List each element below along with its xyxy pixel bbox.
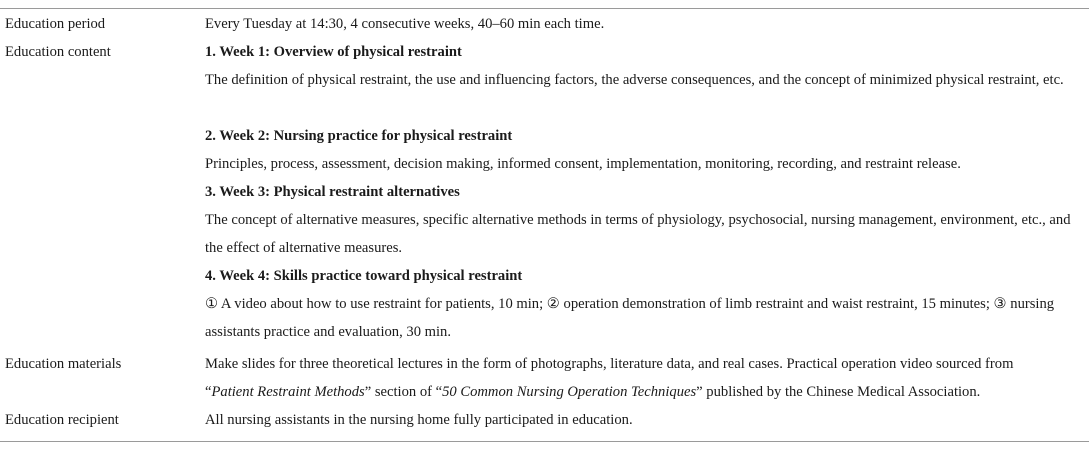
row-label-period: Education period [5, 16, 106, 32]
row-value-materials [205, 350, 1080, 406]
week-1-text: The definition of physical restraint, the use and influencing factors, the adverse consequences, and the concept of minimized physical restraint, etc. [205, 72, 1064, 88]
row-label-recipient: Education recipient [5, 412, 119, 428]
week-2-text: Principles, process, assessment, decision making, informed consent, implementation, monitoring, recording, and restraint release. [205, 156, 961, 172]
table-bottom-rule [0, 441, 1089, 442]
week-3-heading: 3. Week 3: Physical restraint alternatives [205, 184, 460, 200]
materials-mid: ” section of “ [364, 384, 443, 400]
week-1-heading: 1. Week 1: Overview of physical restraint [205, 44, 462, 60]
materials-quote-open: “ [205, 384, 212, 400]
week-4-text: ① A video about how to use restraint for patients, 10 min; ② operation demonstration of limb restraint and waist restraint, 15 minutes; ③ nursing assistants practice and evaluation, 30 min. [205, 296, 1055, 340]
materials-title-1: Patient Restraint Methods [211, 384, 365, 400]
table-top-rule [0, 8, 1089, 9]
week-3-text: The concept of alternative measures, specific alternative methods in terms of physiology, psychosocial, nursing management, environment, etc., and the effect of alternative measures. [205, 212, 1071, 256]
row-value-period: Every Tuesday at 14:30, 4 consecutive weeks, 40–60 min each time. [205, 16, 605, 32]
week-4-heading: 4. Week 4: Skills practice toward physical restraint [205, 268, 523, 284]
week-2-heading: 2. Week 2: Nursing practice for physical restraint [205, 128, 513, 144]
materials-text-a: Make slides for three theoretical lectures in the form of photographs, literature data, and real cases. Practical operation video sourced from [205, 356, 1014, 372]
materials-title-2: 50 Common Nursing Operation Techniques [442, 384, 697, 400]
materials-text-b: ” published by the Chinese Medical Association. [696, 384, 981, 400]
row-value-recipient: All nursing assistants in the nursing home fully participated in education. [205, 412, 633, 428]
row-label-materials: Education materials [5, 356, 122, 372]
row-label-content: Education content [5, 44, 111, 60]
